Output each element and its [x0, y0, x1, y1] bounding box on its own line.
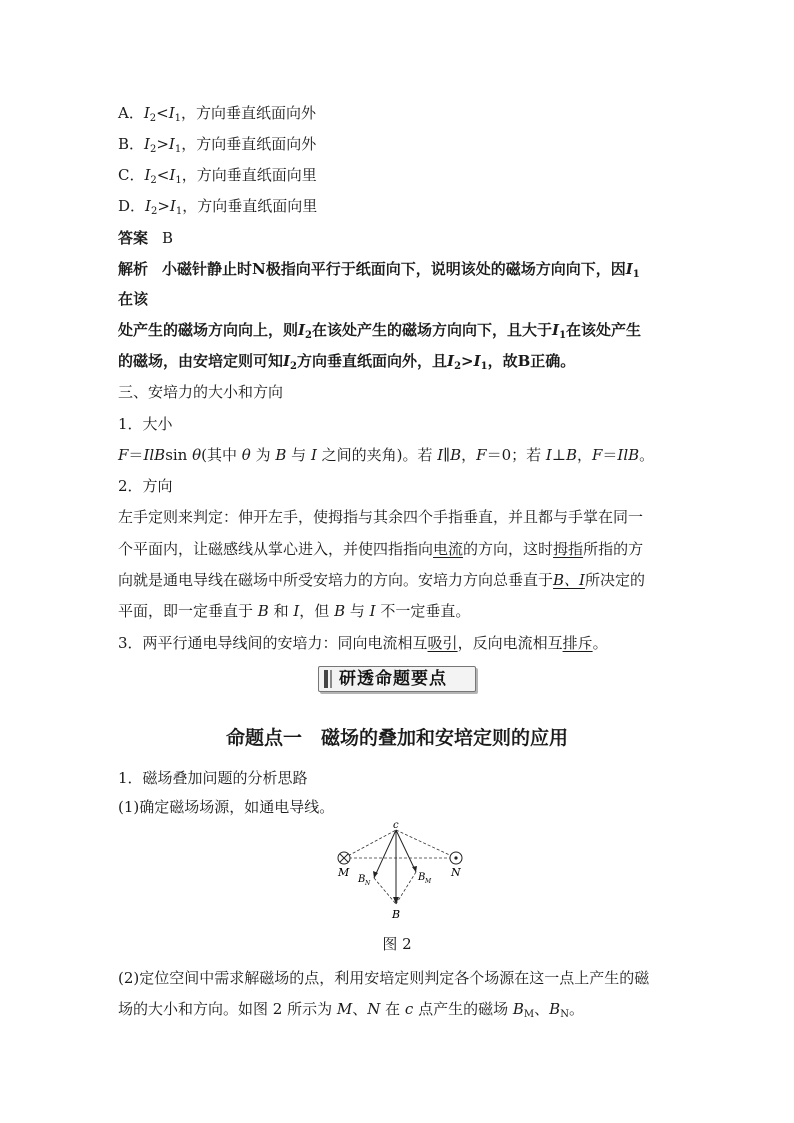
- symbol-i: I: [552, 321, 560, 339]
- subscript: N: [560, 1009, 569, 1020]
- label-bm-sub: M: [425, 878, 432, 885]
- analysis-line-3: [118, 319, 641, 341]
- relation: <: [156, 104, 169, 122]
- formula-part: B: [275, 446, 287, 464]
- analysis-text: 小磁针静止时N极指向平行于纸面向下，说明该处的磁场方向向下，因: [162, 260, 626, 278]
- banner-bar: [330, 670, 332, 688]
- relation: >: [157, 197, 170, 215]
- subscript: 1: [175, 206, 183, 217]
- option-c: [118, 164, 317, 186]
- subscript: 2: [150, 175, 157, 186]
- symbol-i: I: [473, 352, 481, 370]
- vector-bn: [374, 830, 396, 878]
- dashed-line-mc: [344, 830, 396, 858]
- analysis-text: 处产生的磁场方向向上，则: [118, 321, 299, 339]
- answer-label: 答案: [118, 229, 149, 247]
- option-label: B．: [118, 135, 145, 153]
- analysis-text: 方向垂直纸面向外，且: [297, 352, 448, 370]
- formula-part: F: [118, 446, 129, 464]
- formula-part: 与: [286, 446, 311, 464]
- formula-part: (其中: [201, 446, 242, 464]
- option-label: A．: [118, 104, 144, 122]
- relation: >: [156, 135, 169, 153]
- formula-part: F: [476, 446, 487, 464]
- symbol: N: [367, 1000, 381, 1018]
- dashed-line-bn-b: [374, 878, 396, 904]
- option-label: C．: [118, 166, 145, 184]
- subscript: 2: [454, 361, 462, 372]
- banner-text: 研透命题要点: [339, 669, 447, 689]
- formula-part: I: [310, 446, 317, 464]
- analysis-label: 解析: [118, 260, 149, 278]
- arrowhead: [393, 897, 399, 904]
- paragraph-text: 与: [345, 602, 370, 620]
- paragraph-text: 所决定的: [584, 571, 645, 589]
- underlined-term: 排斥: [562, 634, 593, 652]
- subscript: 2: [150, 206, 158, 217]
- option-label: D．: [118, 197, 146, 215]
- symbol-i: I: [168, 135, 175, 153]
- analysis-text: 在该: [118, 290, 149, 308]
- option-desc: ，方向垂直纸面向里: [182, 197, 318, 215]
- item-title-text: 1．磁场叠加问题的分析思路: [118, 769, 308, 787]
- analysis-text: ，故B正确。: [487, 352, 576, 370]
- symbol: B: [257, 602, 269, 620]
- symbol-i: I: [169, 197, 176, 215]
- subscript: 1: [480, 361, 488, 372]
- paragraph-text: 3．两平行通电导线间的安培力：同向电流相互: [118, 634, 428, 652]
- item-3-line: [118, 632, 608, 654]
- relation: <: [156, 166, 170, 184]
- symbol: B: [334, 602, 346, 620]
- analysis-line-4: [118, 350, 575, 372]
- formula-part: I∥B: [437, 446, 462, 464]
- formula-part: ＝0；若: [486, 446, 546, 464]
- relation: >: [461, 352, 474, 370]
- subscript: 1: [174, 113, 182, 124]
- paragraph-text: 场的大小和方向。如图 2 所示为: [118, 1000, 337, 1018]
- paragraph-text: ，但: [299, 602, 335, 620]
- label-bm: B: [418, 872, 426, 883]
- symbol-i: I: [169, 166, 176, 184]
- label-c: c: [393, 820, 399, 831]
- symbol-i: I: [145, 197, 151, 215]
- symbol-i: I: [447, 352, 455, 370]
- direction-line-3: [118, 569, 645, 591]
- paragraph-text: 点产生的磁场: [413, 1000, 513, 1018]
- symbol-i: I: [143, 104, 150, 122]
- item-title-text: 1．大小: [118, 415, 173, 433]
- subscript: M: [523, 1009, 535, 1020]
- underlined-term: 吸引: [427, 634, 458, 652]
- analysis-text: 在该处产生的磁场方向向下，且大于: [312, 321, 553, 339]
- label-bn-sub: N: [365, 880, 371, 887]
- symbol: I: [293, 602, 300, 620]
- arrowhead: [412, 866, 417, 872]
- symbol-i: I: [144, 135, 150, 153]
- formula-part: 之间的夹角)。若: [316, 446, 438, 464]
- symbol: B: [549, 1000, 561, 1018]
- subscript: 1: [632, 269, 640, 280]
- topic-heading: 命题点一 磁场的叠加和安培定则的应用: [225, 727, 568, 749]
- paragraph-text: 的方向，这时: [463, 540, 554, 558]
- subscript: 1: [175, 175, 182, 186]
- formula-part: ，: [576, 446, 592, 464]
- point-1-title: [118, 767, 308, 789]
- symbol-i: I: [283, 352, 291, 370]
- formula-part: IlB: [143, 446, 166, 464]
- paragraph-text: 个平面内，让磁感线从掌心进入，并使四指指向: [118, 540, 434, 558]
- section-title: [118, 381, 283, 403]
- paragraph-text: 在: [380, 1000, 405, 1018]
- option-desc: ，方向垂直纸面向外: [181, 135, 317, 153]
- symbol: I: [369, 602, 376, 620]
- subscript: 2: [149, 144, 157, 155]
- dashed-line-cn: [396, 830, 456, 858]
- item-2-title: [118, 475, 173, 497]
- subscript: 1: [174, 144, 182, 155]
- paragraph-text: 。: [592, 634, 608, 652]
- paragraph-text: 。: [568, 1000, 584, 1018]
- label-m: M: [338, 866, 350, 879]
- analysis-line-2: [118, 288, 148, 310]
- answer-line: [118, 227, 173, 249]
- analysis-line-1: [118, 258, 640, 280]
- paragraph-text: 平面，即一定垂直于: [118, 602, 258, 620]
- vector-bm: [396, 830, 416, 872]
- magnetic-field-diagram: [330, 820, 470, 930]
- step-2-line-2: [118, 998, 584, 1020]
- figure-caption: 图 2: [382, 935, 412, 953]
- paragraph-text: 和: [268, 602, 294, 620]
- item-1-title: [118, 413, 173, 435]
- formula-part: I⊥B: [545, 446, 577, 464]
- step-1: [118, 796, 334, 818]
- paragraph-text: 向就是通电导线在磁场中所受安培力的方向。安培力方向总垂直于: [118, 571, 554, 589]
- subscript: 2: [290, 361, 298, 372]
- analysis-text: 的磁场，由安培定则可知: [118, 352, 284, 370]
- symbol: B: [512, 1000, 524, 1018]
- paragraph-text: (1)确定磁场场源，如通电导线。: [118, 798, 335, 816]
- section-banner: [318, 666, 476, 692]
- option-a: [118, 102, 316, 124]
- subscript: 2: [149, 113, 157, 124]
- direction-line-2: [118, 538, 643, 560]
- formula-part: θ: [241, 446, 251, 464]
- paragraph-text: (2)定位空间中需求解磁场的点，利用安培定则判定各个场源在这一点上产生的磁: [118, 969, 650, 987]
- symbol: M: [336, 1000, 353, 1018]
- formula-part: IlB: [617, 446, 640, 464]
- underlined-term: 拇指: [553, 540, 584, 558]
- label-bn: B: [358, 874, 366, 885]
- dashed-line-bm-b: [396, 872, 416, 904]
- underlined-term: B、I: [553, 571, 585, 589]
- dot-mark: [454, 856, 457, 859]
- symbol-i: I: [298, 321, 306, 339]
- label-n: N: [451, 866, 461, 879]
- direction-line-1: [118, 506, 643, 528]
- formula-part: θ: [192, 446, 202, 464]
- formula-part: 。: [639, 446, 655, 464]
- formula-part: ＝: [128, 446, 144, 464]
- banner-bar: [324, 670, 328, 688]
- section-title-text: 三、安培力的大小和方向: [118, 383, 284, 401]
- option-b: [118, 133, 316, 155]
- item-title-text: 2．方向: [118, 477, 173, 495]
- formula-line: [118, 444, 654, 466]
- paragraph-text: ，反向电流相互: [457, 634, 563, 652]
- option-d: [118, 195, 317, 217]
- label-b: B: [392, 908, 401, 921]
- symbol-i: I: [144, 166, 151, 184]
- paragraph-text: 不一定垂直。: [375, 602, 471, 620]
- formula-part: F: [591, 446, 603, 464]
- step-2-line-1: [118, 967, 649, 989]
- formula-part: 为: [250, 446, 276, 464]
- paragraph-text: 、: [534, 1000, 550, 1018]
- paragraph-text: 所指的方: [583, 540, 644, 558]
- paragraph-text: 、: [352, 1000, 368, 1018]
- symbol-i: I: [625, 260, 633, 278]
- underlined-term: 电流: [433, 540, 464, 558]
- subscript: 2: [305, 330, 313, 341]
- symbol-i: I: [168, 104, 175, 122]
- formula-part: ，: [461, 446, 477, 464]
- answer-value: B: [162, 229, 174, 247]
- direction-line-4: [118, 600, 470, 622]
- paragraph-text: 左手定则来判定：伸开左手，使拇指与其余四个手指垂直，并且都与手掌在同一: [118, 508, 644, 526]
- formula-part: sin: [165, 446, 193, 464]
- subscript: 1: [559, 330, 567, 341]
- option-desc: ，方向垂直纸面向里: [181, 166, 317, 184]
- symbol: c: [404, 1000, 414, 1018]
- option-desc: ，方向垂直纸面向外: [181, 104, 317, 122]
- analysis-text: 在该处产生: [566, 321, 642, 339]
- formula-part: ＝: [602, 446, 618, 464]
